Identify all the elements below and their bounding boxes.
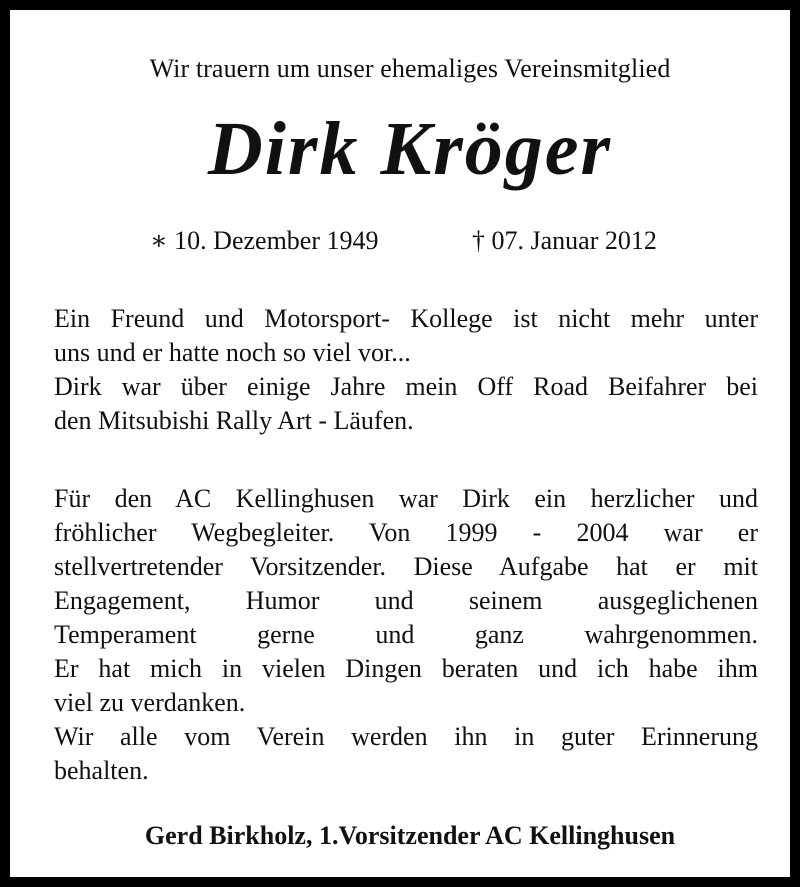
signature: Gerd Birkholz, 1.Vorsitzender AC Kellinghusen (144, 821, 676, 850)
tribute-paragraph-1 (54, 302, 758, 438)
birth-date: ∗ 10. Dezember 1949 (150, 226, 379, 255)
tribute-line: stellvertretender Vorsitzender. Diese Aufgabe hat er mit (54, 552, 758, 581)
tribute-line: Temperament gerne und ganz wahrgenommen. (54, 620, 758, 649)
tribute-line: Dirk war über einige Jahre mein Off Road Beifahrer bei (54, 372, 758, 401)
deceased-name: Dirk Kröger (207, 107, 613, 191)
tribute-line: Wir alle vom Verein werden ihn in guter Erinnerung (54, 722, 758, 751)
tribute-line: viel zu verdanken. (54, 688, 246, 717)
death-date: † 07. Januar 2012 (472, 226, 657, 255)
tribute-line: Für den AC Kellinghusen war Dirk ein herzlicher und (54, 484, 758, 513)
tribute-paragraph-2 (54, 482, 758, 788)
tribute-line: Engagement, Humor und seinem ausgeglichenen (54, 586, 758, 615)
tribute-line: fröhlicher Wegbegleiter. Von 1999 - 2004 war er (54, 518, 758, 547)
tribute-line: den Mitsubishi Rally Art - Läufen. (54, 406, 414, 435)
tribute-line: uns und er hatte noch so viel vor... (54, 338, 411, 367)
intro-text: Wir trauern um unser ehemaliges Vereinsmitglied (149, 54, 671, 83)
tribute-line: Ein Freund und Motorsport- Kollege ist nicht mehr unter (54, 304, 758, 333)
tribute-line: Er hat mich in vielen Dingen beraten und ich habe ihm (54, 654, 758, 683)
tribute-line: behalten. (54, 756, 149, 785)
